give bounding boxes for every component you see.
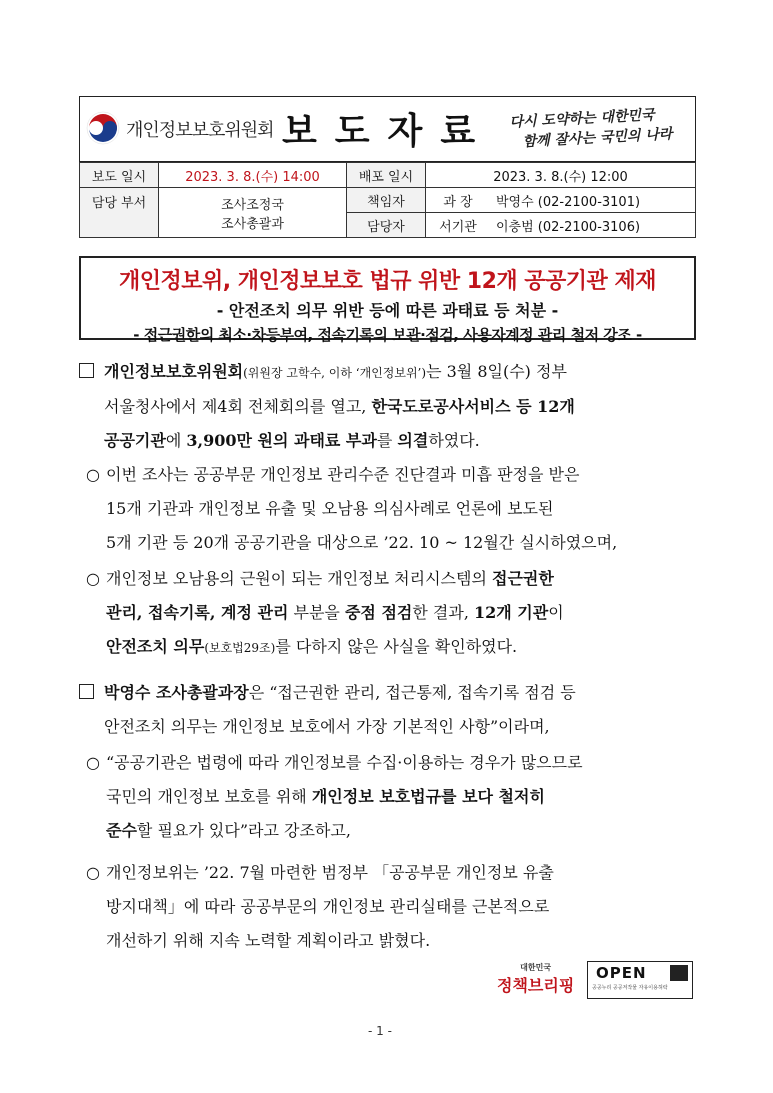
release-value: 2023. 3. 8.(수) 14:00	[159, 163, 347, 188]
p6-line-2: 방지대책」에 따라 공공부문의 개인정보 관리실태를 근본적으로	[106, 897, 550, 916]
checkbox-square-icon	[79, 363, 94, 378]
p1-line-2	[79, 390, 699, 424]
p3-line3-bold: 안전조치 의무	[106, 637, 205, 656]
slogan-line-1: 다시 도약하는 대한민국	[509, 107, 655, 131]
p1-line3-a: 에	[165, 431, 187, 450]
distribute-label: 배포 일시	[347, 163, 426, 188]
dept-value-line-2: 조사총괄과	[221, 216, 284, 232]
p2-line1-text: 이번 조사는 공공부문 개인정보 관리수준 진단결과 미흡 판정을 받은	[106, 465, 580, 484]
p1-line3-b: 를	[376, 431, 398, 450]
p5-line-2	[86, 780, 706, 814]
contact-label: 담당자	[347, 213, 426, 238]
org-name: 개인정보보호위원회	[126, 120, 274, 141]
circle-bullet-icon: ○	[86, 465, 100, 484]
p4-line-2: 안전조치 의무는 개인정보 보호에서 가장 기본적인 사항”이라며,	[104, 717, 550, 736]
dept-value	[159, 188, 347, 238]
logo1-main-text: 정책브리핑	[497, 976, 575, 995]
p3-line3-a: 를 다하지 않은 사실을 확인하였다.	[275, 637, 518, 656]
logo2-main-text: OPEN	[596, 964, 647, 982]
p2-line-3: 5개 기관 등 20개 공공기관을 대상으로 ’22. 10 ~ 12월간 실시하였으며,	[106, 533, 618, 552]
paragraph-4	[79, 676, 699, 744]
slogan-line-2: 함께 잘사는 국민의 나라	[522, 126, 673, 151]
p3-line-1	[86, 562, 706, 596]
p5-line1-text: “공공기관은 법령에 따라 개인정보를 수집·이용하는 경우가 많으므로	[106, 753, 583, 772]
p4-line1-text: 은 “접근권한 관리, 접근통제, 접속기록 점검 등	[248, 683, 576, 702]
p3-line2-b: 한 결과,	[412, 603, 475, 622]
person-icon	[670, 965, 688, 981]
p1-line3-c: 하였다.	[428, 431, 480, 450]
p5-line3-a: 할 필요가 있다”라고 강조하고,	[136, 821, 351, 840]
p1-line3-bold-b: 3,900만 원의 과태료 부과	[186, 431, 377, 450]
circle-bullet-icon: ○	[86, 569, 100, 588]
p1-line2-bold: 한국도로공사서비스 등 12개	[371, 397, 575, 416]
paragraph-1	[79, 355, 699, 458]
kogl-open-license-logo	[587, 961, 693, 999]
headline-sub-1: - 안전조치 의무 위반 등에 따른 과태료 등 처분 -	[216, 301, 559, 320]
paragraph-2	[86, 458, 706, 560]
release-info-table	[79, 162, 696, 238]
headline-box	[79, 256, 696, 344]
logo1-top-text: 대한민국	[520, 963, 552, 972]
p4-bold: 박영수 조사총괄과장	[104, 683, 249, 702]
distribute-value: 2023. 3. 8.(수) 12:00	[426, 163, 696, 188]
p6-line-1	[86, 856, 706, 890]
p3-line1-text: 개인정보 오남용의 근원이 되는 개인정보 처리시스템의	[106, 569, 493, 588]
p1-org-bold: 개인정보보호위원회	[104, 362, 244, 381]
dept-label: 담당 부서	[80, 188, 159, 238]
headline-sub-2: - 접근권한의 최소·차등부여, 접속기록의 보관·점검, 사용자계정 관리 철저 강조 -	[133, 326, 642, 344]
page-number: - 1 -	[368, 1024, 392, 1038]
p1-text-a: 는 3월 8일(수) 정부	[426, 362, 567, 381]
paragraph-6	[86, 856, 706, 958]
p1-line2-text: 서울청사에서 제4회 전체회의를 열고,	[104, 397, 372, 416]
p5-line-3	[86, 814, 706, 848]
p1-line3-bold-a: 공공기관	[104, 431, 166, 450]
responsible-value: 박영수 (02-2100-3101)	[490, 188, 696, 213]
korea-policy-briefing-logo	[497, 962, 574, 996]
p3-line2-bold-c: 12개 기관	[474, 603, 549, 622]
p1-line-1	[79, 355, 699, 390]
p3-line2-bold-a: 관리, 접속기록, 계정 관리	[106, 603, 289, 622]
p5-line2-a: 국민의 개인정보 보호를 위해	[106, 787, 312, 806]
p3-line2-c: 이	[548, 603, 564, 622]
p1-small-note: (위원장 고학수, 이하 ‘개인정보위’)	[243, 366, 427, 380]
headline-main: 개인정보위, 개인정보보호 법규 위반 12개 공공기관 제재	[119, 269, 656, 294]
contact-title: 서기관	[426, 213, 491, 238]
government-emblem-icon	[86, 111, 120, 145]
p3-line-3	[86, 630, 706, 665]
document-type-title: 보도자료	[282, 111, 494, 152]
p5-line2-bold: 개인정보 보호법규를 보다 철저히	[311, 787, 545, 806]
p1-line-3	[79, 424, 699, 458]
p1-line3-bold-c: 의결	[397, 431, 429, 450]
contact-value: 이충범 (02-2100-3106)	[490, 213, 696, 238]
circle-bullet-icon: ○	[86, 753, 100, 772]
release-label: 보도 일시	[80, 163, 159, 188]
circle-bullet-icon: ○	[86, 863, 100, 882]
p5-line-1	[86, 746, 706, 780]
p3-line1-bold: 접근권한	[492, 569, 554, 588]
p2-line-1	[86, 458, 706, 492]
responsible-label: 책임자	[347, 188, 426, 213]
checkbox-square-icon	[79, 684, 94, 699]
logo2-sub-text: 공공누리 공공저작물 자유이용허락	[592, 985, 668, 991]
p4-line-1	[79, 676, 699, 710]
p2-line-2: 15개 기관과 개인정보 유출 및 오남용 의심사례로 언론에 보도된	[106, 499, 554, 518]
dept-value-line-1: 조사조정국	[221, 197, 284, 213]
p3-line2-bold-b: 중점 점검	[344, 603, 413, 622]
p6-line-3: 개선하기 위해 지속 노력할 계획이라고 밝혔다.	[106, 931, 431, 950]
p6-line1-text: 개인정보위는 ’22. 7월 마련한 범정부 「공공부문 개인정보 유출	[106, 863, 554, 882]
paragraph-3	[86, 562, 706, 665]
responsible-title: 과 장	[426, 188, 491, 213]
p3-line3-small: (보호법29조)	[204, 641, 276, 655]
p3-line2-a: 부분을	[288, 603, 345, 622]
paragraph-5	[86, 746, 706, 848]
p5-line3-bold: 준수	[106, 821, 137, 840]
p3-line-2	[86, 596, 706, 630]
